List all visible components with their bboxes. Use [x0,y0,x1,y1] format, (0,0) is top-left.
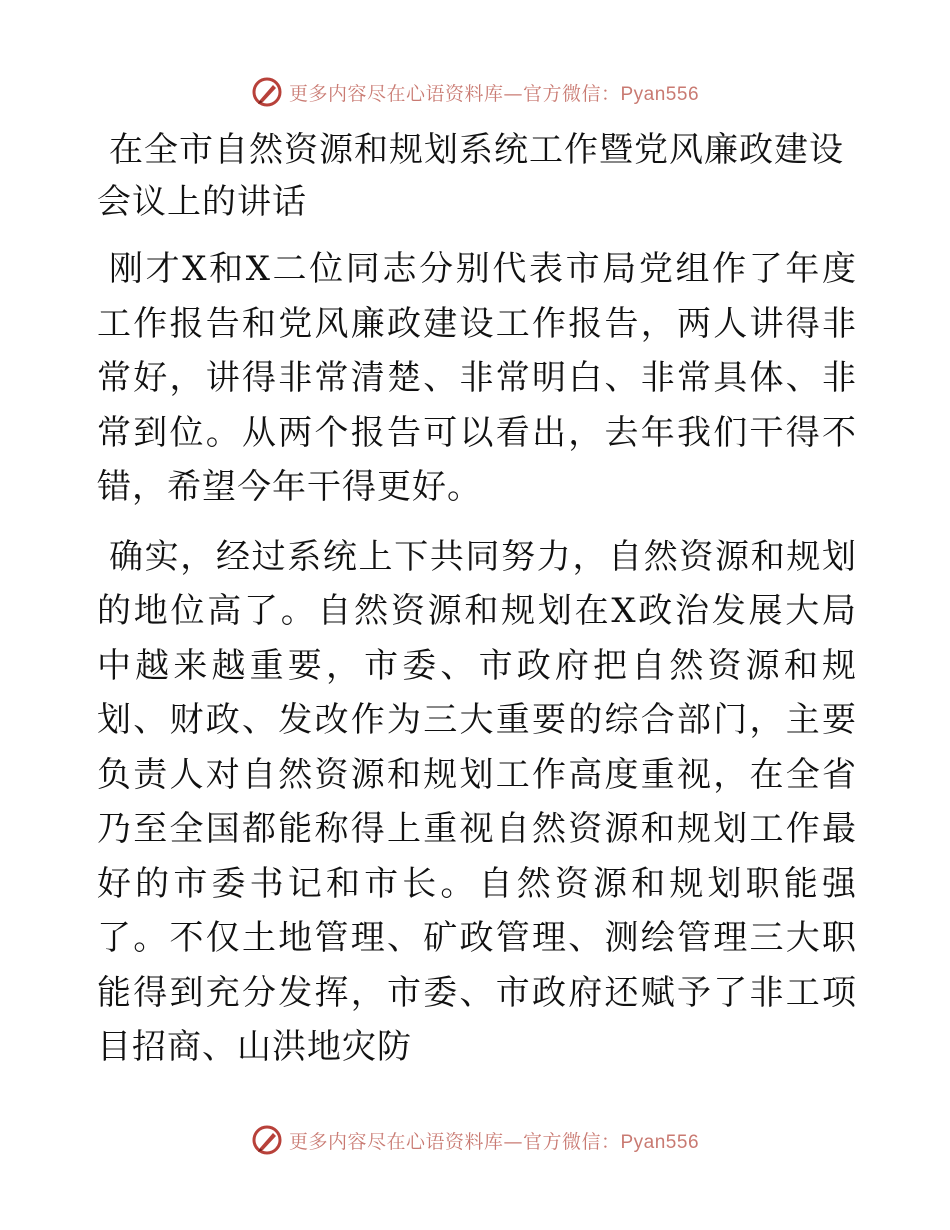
paragraph-2: 确实，经过系统上下共同努力，自然资源和规划的地位高了。自然资源和规划在X政治发展大局中越来越重要，市委、市政府把自然资源和规划、财政、发改作为三大重要的综合部门，主要负责人对自然资源和规划工作高度重视，在全省乃至全国都能称得上重视自然资源和规划工作最好的市委书记和市长。自然资源和规划职能强了。不仅土地管理、矿政管理、测绘管理三大职能得到充分发挥，市委、市政府还赋予了非工项目招商、山洪地灾防 [97,536,857,1067]
pen-circle-logo-icon [251,1124,283,1156]
banner-text: 更多内容尽在心语资料库—官方微信：Pyan556 [288,1130,700,1153]
paragraph-1: 刚才X和X二位同志分别代表市局党组作了年度工作报告和党风廉政建设工作报告，两人讲得非常好，讲得非常清楚、非常明白、非常具体、非常到位。从两个报告可以看出，去年我们干得不错，希望今年干得更好。 [97,249,857,507]
banner-text: 更多内容尽在心语资料库—官方微信：Pyan556 [288,82,700,105]
document-title: 在全市自然资源和规划系统工作暨党风廉政建设会议上的讲话 [97,130,844,222]
header-banner [0,72,950,112]
pen-circle-logo-icon [251,76,283,108]
document-body [97,124,857,1090]
footer-banner [0,1120,950,1160]
